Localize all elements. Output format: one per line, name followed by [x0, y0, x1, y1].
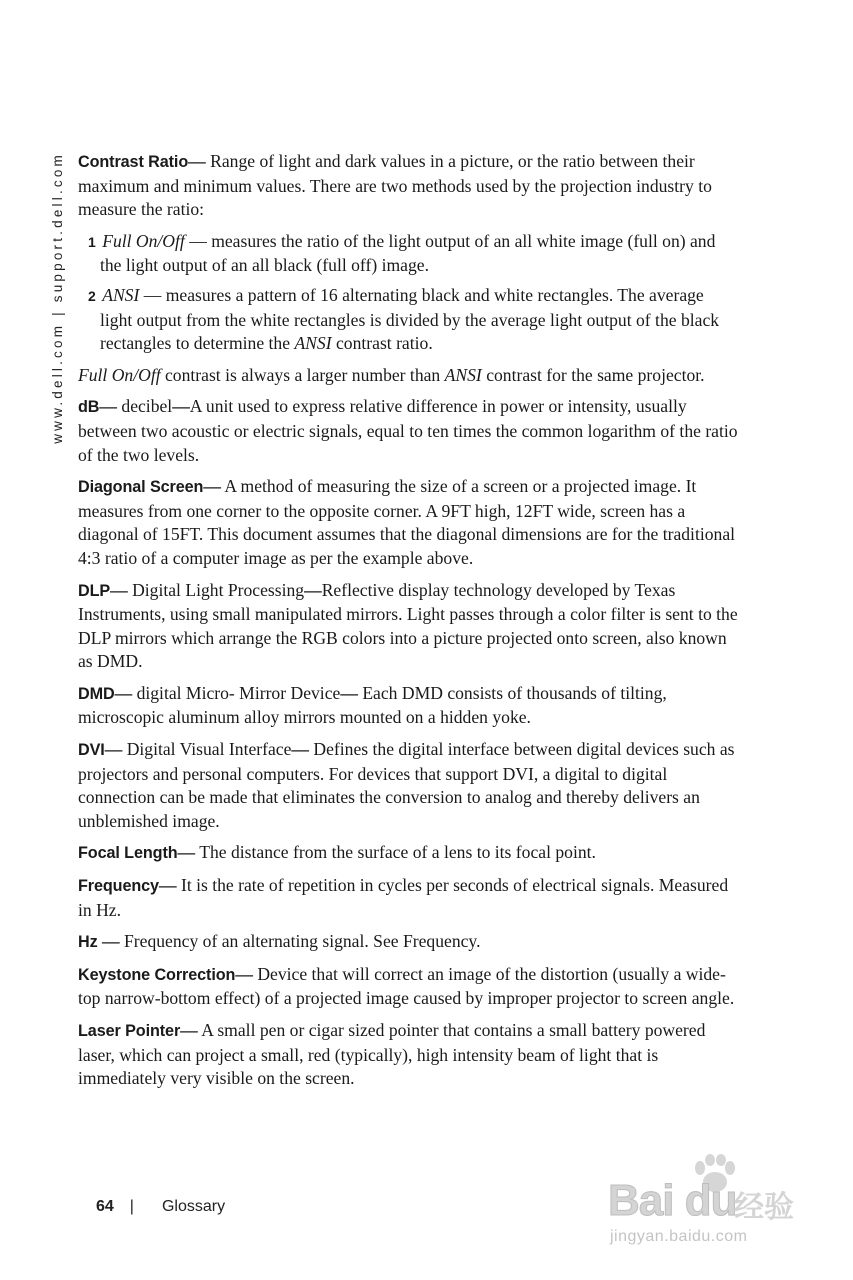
- term: Focal Length: [78, 844, 178, 863]
- definition: Defines the digital interface between digital devices such as projectors and personal computers. For devices that support DVI, a digital to digital connection can be made that eliminates the conversion to analog and thereby delivers an unblemished image.: [78, 739, 735, 831]
- contrast-note: Full On/Off contrast is always a larger number than ANSI contrast for the same projector.: [78, 364, 705, 385]
- definition: A method of measuring the size of a screen or a projected image. It measures from one corner to the opposite corner. A 9FT high, 12FT wide, screen has a diagonal of 15FT. This document assumes that the diagonal dimensions are for the traditional 4:3 ratio of a computer image as per the example above.: [78, 476, 736, 568]
- watermark-url: jingyan.baidu.com: [610, 1228, 748, 1245]
- entry-dvi: DVI— Digital Visual Interface— Defines the digital interface between digital devices such as projectors and personal computers. For devices that support DVI, a digital to digital connection can be made that eliminates the conversion to analog and thereby delivers an unblemished image.: [78, 739, 735, 831]
- entry-dmd: DMD— digital Micro- Mirror Device— Each DMD consists of thousands of tilting, microscopic aluminum alloy mirrors mounted on a hidden yoke.: [78, 682, 667, 728]
- watermark-logo: Bai du: [608, 1176, 737, 1225]
- entry-focal-length: Focal Length— The distance from the surface of a lens to its focal point.: [78, 842, 596, 863]
- page-number: 64: [96, 1198, 114, 1215]
- section-title: Glossary: [161, 1198, 226, 1215]
- term: Hz: [78, 933, 98, 952]
- definition: Device that will correct an image of the distortion (usually a wide-top narrow-bottom effect) of a projected image caused by improper projector to screen angle.: [78, 963, 735, 1009]
- page-footer: [96, 1198, 225, 1216]
- entry-laser-pointer: Laser Pointer— A small pen or cigar sized pointer that contains a small battery powered laser, which can project a small, red (typically), high intensity beam of light that is immediately very visible on the screen.: [78, 1020, 706, 1089]
- contrast-method-list: [78, 230, 738, 356]
- entry-frequency: Frequency— It is the rate of repetition in cycles per seconds of electrical signals. Measured in Hz.: [78, 875, 729, 920]
- term: DMD: [78, 684, 115, 703]
- glossary-content: [78, 150, 738, 1099]
- definition: Frequency of an alternating signal. See Frequency.: [124, 931, 481, 952]
- definition: Reflective display technology developed by Texas Instruments, using small manipulated mirrors. Light passes through a color filter is sent to the DLP mirrors which arrange the RGB colors into a picture projected onto screen, also known as DMD.: [78, 579, 738, 672]
- definition: The distance from the surface of a lens to its focal point.: [199, 842, 596, 863]
- entry-keystone-correction: Keystone Correction— Device that will correct an image of the distortion (usually a wide-top narrow-bottom effect) of a projected image caused by improper projector to screen angle.: [78, 963, 735, 1009]
- term: Keystone Correction: [78, 965, 236, 984]
- term: DVI: [78, 741, 105, 760]
- watermark-logo-cn: 经验: [734, 1190, 794, 1225]
- entry-hz: Hz — Frequency of an alternating signal. See Frequency.: [78, 931, 481, 952]
- entry-db: dB— decibel—A unit used to express relative difference in power or intensity, usually between two acoustic or electric signals, equal to ten times the common logarithm of the ratio of the two levels.: [78, 396, 738, 465]
- term: Frequency: [78, 877, 159, 896]
- definition: Range of light and dark values in a picture, or the ratio between their maximum and minimum values. There are two methods used by the projection industry to measure the ratio:: [78, 151, 712, 220]
- entry-contrast-ratio: Contrast Ratio— Range of light and dark values in a picture, or the ratio between their maximum and minimum values. There are two methods used by the projection industry to measure the ratio:: [78, 151, 712, 220]
- sidebar-url: www.dell.com | support.dell.com: [50, 152, 65, 444]
- definition: Each DMD consists of thousands of tilting, microscopic aluminum alloy mirrors mounted on a hidden yoke.: [78, 682, 667, 728]
- definition: A small pen or cigar sized pointer that contains a small battery powered laser, which can project a small, red (typically), high intensity beam of light that is immediately very visible on the screen.: [78, 1020, 706, 1089]
- entry-diagonal-screen: Diagonal Screen— A method of measuring the size of a screen or a projected image. It measures from one corner to the opposite corner. A 9FT high, 12FT wide, screen has a diagonal of 15FT. This document assumes that the diagonal dimensions are for the traditional 4:3 ratio of a computer image as per the example above.: [78, 476, 736, 568]
- definition: It is the rate of repetition in cycles per seconds of electrical signals. Measured in Hz.: [78, 875, 729, 920]
- baidu-watermark: [606, 1148, 802, 1248]
- list-item: 1 Full On/Off — measures the ratio of the light output of an all white image (full on) and the light output of an all black (full off) image.: [88, 230, 716, 276]
- term: dB: [78, 398, 100, 417]
- term: Laser Pointer: [78, 1022, 181, 1040]
- entry-dlp: DLP— Digital Light Processing—Reflective display technology developed by Texas Instruments, using small manipulated mirrors. Light passes through a color filter is sent to the DLP mirrors which arrange the RGB colors into a picture projected onto screen, also known as DMD.: [78, 579, 738, 672]
- term: DLP: [78, 581, 111, 600]
- definition: A unit used to express relative difference in power or intensity, usually between two acoustic or electric signals, equal to ten times the common logarithm of the ratio of the two levels.: [78, 396, 738, 465]
- term: Contrast Ratio: [78, 153, 189, 171]
- term: Diagonal Screen: [78, 478, 204, 497]
- footer-separator: |: [129, 1198, 134, 1215]
- list-item: 2 ANSI — measures a pattern of 16 alternating black and white rectangles. The average light output from the white rectangles is divided by the average light output of the black rectangles to determine the ANSI contrast ratio.: [88, 284, 720, 354]
